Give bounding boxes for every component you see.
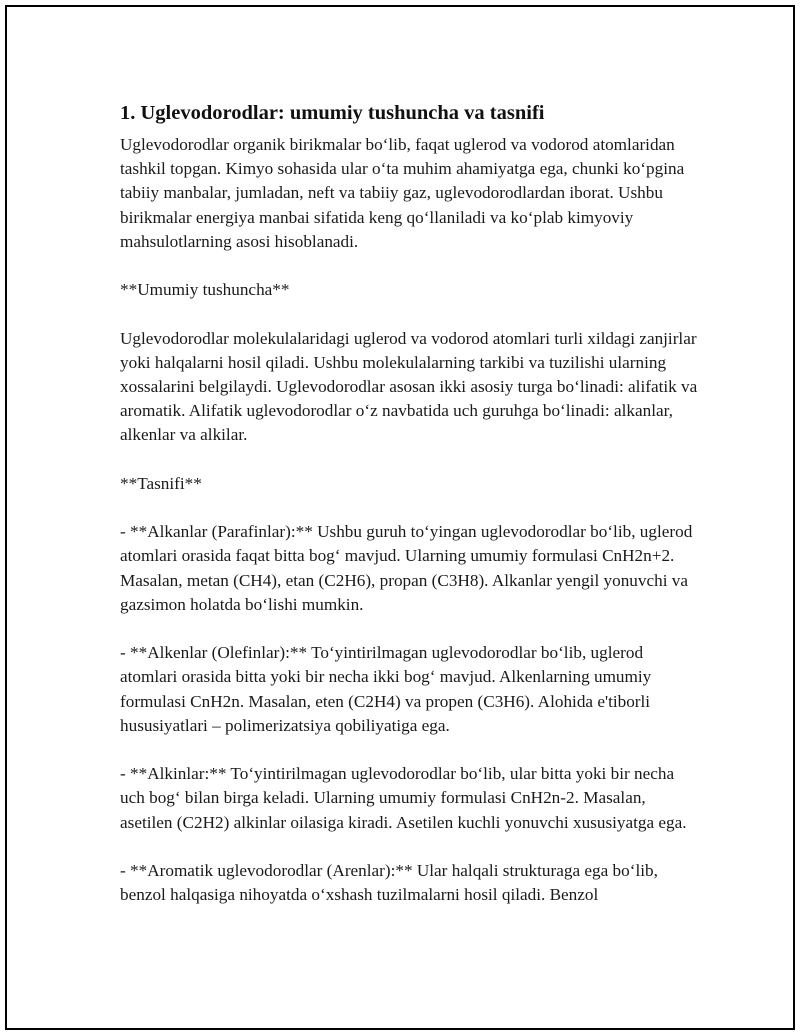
subheading-umumiy-tushuncha: **Umumiy tushuncha** bbox=[120, 280, 290, 300]
general-concept-paragraph: Uglevodorodlar molekulalaridagi uglerod va vodorod atomlari turli xildagi zanjirlar yoki halqalarni hosil qiladi. Ushbu molekulalarning tarkibi va tuzilishi ularning xossalarini belgilaydi. Uglevodorodlar asosan ikki asosiy turga bo‘linadi: alifatik va aromatik. Alifatik uglevodorodlar o‘z navbatida uch guruhga bo‘linadi: alkanlar, alkenlar va alkilar. bbox=[120, 328, 698, 445]
list-item-alkanlar: - **Alkanlar (Parafinlar):** Ushbu guruh to‘yingan uglevodorodlar bo‘lib, uglerod atomlari orasida faqat bitta bog‘ mavjud. Ularning umumiy formulasi CnH2n+2. Masalan, metan (CH4), etan (C2H6), propan (C3H8). Alkanlar yengil yonuvchi va gazsimon holatda bo‘lishi mumkin. bbox=[120, 522, 693, 614]
list-item-alkinlar: - **Alkinlar:** To‘yintirilmagan uglevodorodlar bo‘lib, ular bitta yoki bir necha uch bog‘ bilan birga keladi. Ularning umumiy formulasi CnH2n-2. Masalan, asetilen (C2H2) alkinlar oilasiga kiradi. Asetilen kuchli yonuvchi xususiyatga ega. bbox=[120, 764, 687, 832]
subheading-tasnifi: **Tasnifi** bbox=[120, 473, 202, 493]
document-body bbox=[120, 100, 700, 932]
list-item-aromatik: - **Aromatik uglevodorodlar (Arenlar):** Ular halqali strukturaga ega bo‘lib, benzol halqasiga nihoyatda o‘xshash tuzilmalarni hosil qiladi. Benzol bbox=[120, 860, 658, 905]
intro-paragraph: Uglevodorodlar organik birikmalar bo‘lib, faqat uglerod va vodorod atomlaridan tashkil topgan. Kimyo sohasida ular o‘ta muhim ahamiyatga ega, chunki ko‘pgina tabiiy manbalar, jumladan, neft va tabiiy gaz, uglevodorodlardan iborat. Ushbu birikmalar energiya manbai sifatida keng qo‘llaniladi va ko‘plab kimyoviy mahsulotlarning asosi hisoblanadi. bbox=[120, 135, 685, 251]
document-page bbox=[5, 5, 795, 1030]
list-item-alkenlar: - **Alkenlar (Olefinlar):** To‘yintirilmagan uglevodorodlar bo‘lib, uglerod atomlari orasida bitta yoki bir necha ikki bog‘ mavjud. Alkenlarning umumiy formulasi CnH2n. Masalan, eten (C2H4) va propen (C3H6). Alohida e'tiborli hususiyatlari – polimerizatsiya qobiliyatiga ega. bbox=[120, 643, 652, 735]
section-heading: 1. Uglevodorodlar: umumiy tushuncha va tasnifi bbox=[120, 102, 545, 124]
